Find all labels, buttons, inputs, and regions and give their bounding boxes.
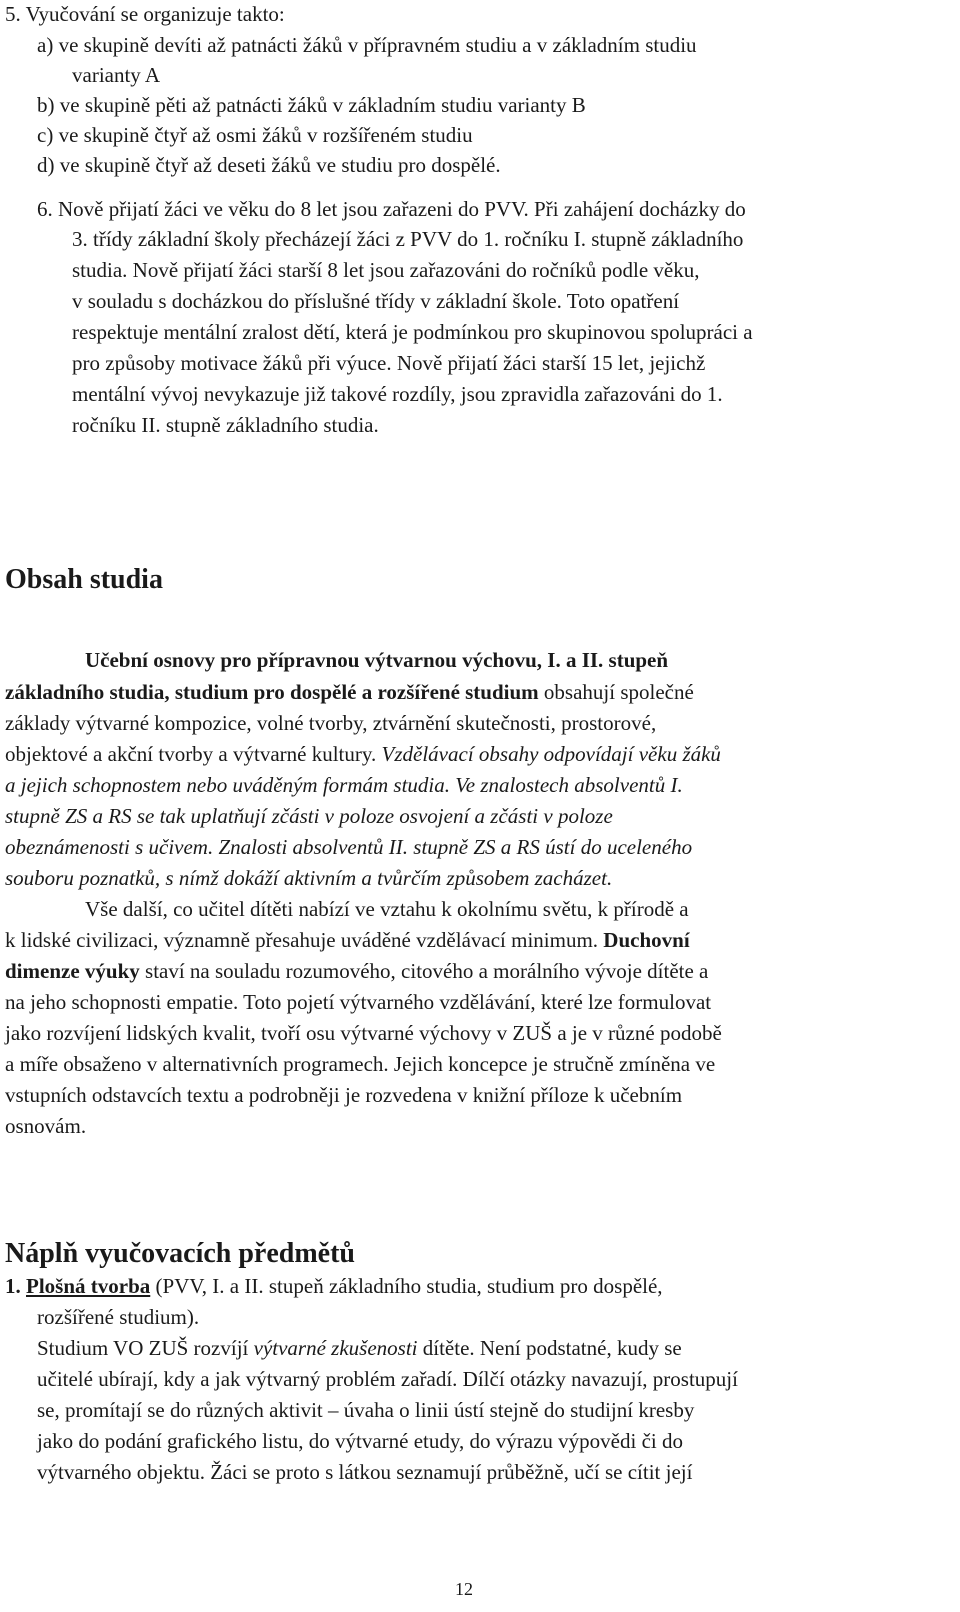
napln-p-line: jako do podání grafického listu, do výtvarné etudy, do výrazu výpovědi či do — [37, 1429, 683, 1453]
obsah-italic-line: souboru poznatků, s nímž dokáží aktivním a tvůrčím způsobem zacházet. — [5, 866, 613, 890]
obsah-p2-line-3-rest: staví na souladu rozumového, citového a morálního vývoje dítěte a — [139, 959, 709, 983]
napln-item-line-2: rozšířené studium). — [37, 1305, 200, 1329]
obsah-p2-line: osnovám. — [5, 1114, 87, 1138]
napln-item-title: Plošná tvorba — [26, 1274, 151, 1298]
napln-item-number: 1. — [5, 1274, 21, 1298]
list-item-d: d) ve skupině čtyř až deseti žáků ve studiu pro dospělé. — [37, 153, 501, 177]
napln-p-line-1 — [37, 1338, 682, 1359]
napln-item-1 — [5, 1276, 663, 1297]
obsah-p2-line-2 — [5, 930, 690, 951]
section-6-line: studia. Nově přijatí žáci starší 8 let jsou zařazováni do ročníků podle věku, — [72, 258, 700, 282]
list-item-c: c) ve skupině čtyř až osmi žáků v rozšířeném studiu — [37, 123, 473, 147]
list-item-b: b) ve skupině pěti až patnácti žáků v základním studiu varianty B — [37, 93, 586, 117]
napln-p-line-1-b: dítěte. Není podstatné, kudy se — [417, 1336, 682, 1360]
obsah-line-4-normal: objektové a akční tvorby a výtvarné kultury. — [5, 742, 382, 766]
napln-p-line: se, promítají se do různých aktivit – úvaha o linii ústí stejně do studijní kresby — [37, 1398, 695, 1422]
list-item-text: a) ve skupině devíti až patnácti žáků v přípravném studiu a v základním studiu — [37, 33, 697, 57]
section-6-line: mentální vývoj nevykazuje již takové rozdíly, jsou zpravidla zařazováni do 1. — [72, 382, 723, 406]
section-6-line: 6. Nově přijatí žáci ve věku do 8 let jsou zařazeni do PVV. Při zahájení docházky do — [37, 197, 746, 221]
section-5-lead: 5. Vyučování se organizuje takto: — [5, 2, 285, 26]
napln-p-line-1-italic: výtvarné zkušenosti — [253, 1336, 418, 1360]
obsah-line-2-rest: obsahují společné — [538, 680, 694, 704]
napln-p-line: výtvarného objektu. Žáci se proto s látkou seznamují průběžně, učí se cítit její — [37, 1460, 693, 1484]
obsah-p2-line-1: Vše další, co učitel dítěti nabízí ve vztahu k okolnímu světu, k přírodě a — [85, 897, 689, 921]
obsah-p2-line-2-bold: Duchovní — [603, 928, 690, 952]
obsah-italic-line: obeznámenosti s učivem. Znalosti absolventů II. stupně ZS a RS ústí do uceleného — [5, 835, 693, 859]
heading-napln: Náplň vyučovacích předmětů — [5, 1238, 355, 1269]
obsah-line-4-italic: Vzdělávací obsahy odpovídají věku žáků — [381, 742, 721, 766]
napln-p-line-1-a: Studium VO ZUŠ rozvíjí — [37, 1336, 254, 1360]
section-6-line: 3. třídy základní školy přecházejí žáci z PVV do 1. ročníku I. stupně základního — [72, 227, 744, 251]
section-6-line: respektuje mentální zralost dětí, která je podmínkou pro skupinovou spolupráci a — [72, 320, 753, 344]
obsah-p2-line: vstupních odstavcích textu a podrobněji je rozvedena v knižní příloze k učebním — [5, 1083, 683, 1107]
obsah-italic-line: stupně ZS a RS se tak uplatňují zčásti v poloze osvojení a zčásti v poloze — [5, 804, 613, 828]
page-number: 12 — [455, 1579, 473, 1599]
obsah-italic-line: a jejich schopnostem nebo uváděným formám studia. Ve znalostech absolventů I. — [5, 773, 683, 797]
napln-p-line: učitelé ubírají, kdy a jak výtvarný problém zařadí. Dílčí otázky navazují, prostupují — [37, 1367, 738, 1391]
list-item-a — [37, 35, 927, 56]
obsah-bold-lead-2: základního studia, studium pro dospělé a rozšířené studium — [5, 680, 539, 704]
obsah-line-4 — [5, 744, 721, 765]
obsah-p2-line: na jeho schopnosti empatie. Toto pojetí výtvarného vzdělávání, které lze formulovat — [5, 990, 712, 1014]
obsah-p2-line-2-normal: k lidské civilizaci, významně přesahuje uváděné vzdělávací minimum. — [5, 928, 604, 952]
list-item-a-cont: varianty A — [72, 63, 161, 87]
obsah-line-3: základy výtvarné kompozice, volné tvorby, ztvárnění skutečnosti, prostorové, — [5, 711, 657, 735]
heading-obsah-studia: Obsah studia — [5, 564, 163, 595]
section-6-line: pro způsoby motivace žáků při výuce. Nově přijatí žáci starší 15 let, jejichž — [72, 351, 706, 375]
obsah-p2-line: a míře obsaženo v alternativních programech. Jejich koncepce je stručně zmíněna ve — [5, 1052, 716, 1076]
obsah-line-2 — [5, 682, 694, 703]
obsah-p2-line: jako rozvíjení lidských kvalit, tvoří osu výtvarné výchovy v ZUŠ a je v různé podobě — [5, 1021, 722, 1045]
obsah-p2-line-3-bold: dimenze výuky — [5, 959, 140, 983]
napln-item-rest: (PVV, I. a II. stupeň základního studia, studium pro dospělé, — [150, 1274, 663, 1298]
section-6-line: v souladu s docházkou do příslušné třídy v základní škole. Toto opatření — [72, 289, 680, 313]
obsah-p2-line-3 — [5, 961, 708, 982]
section-6-line: ročníku II. stupně základního studia. — [72, 413, 379, 437]
obsah-bold-lead-1: Učební osnovy pro přípravnou výtvarnou výchovu, I. a II. stupeň — [85, 648, 669, 672]
